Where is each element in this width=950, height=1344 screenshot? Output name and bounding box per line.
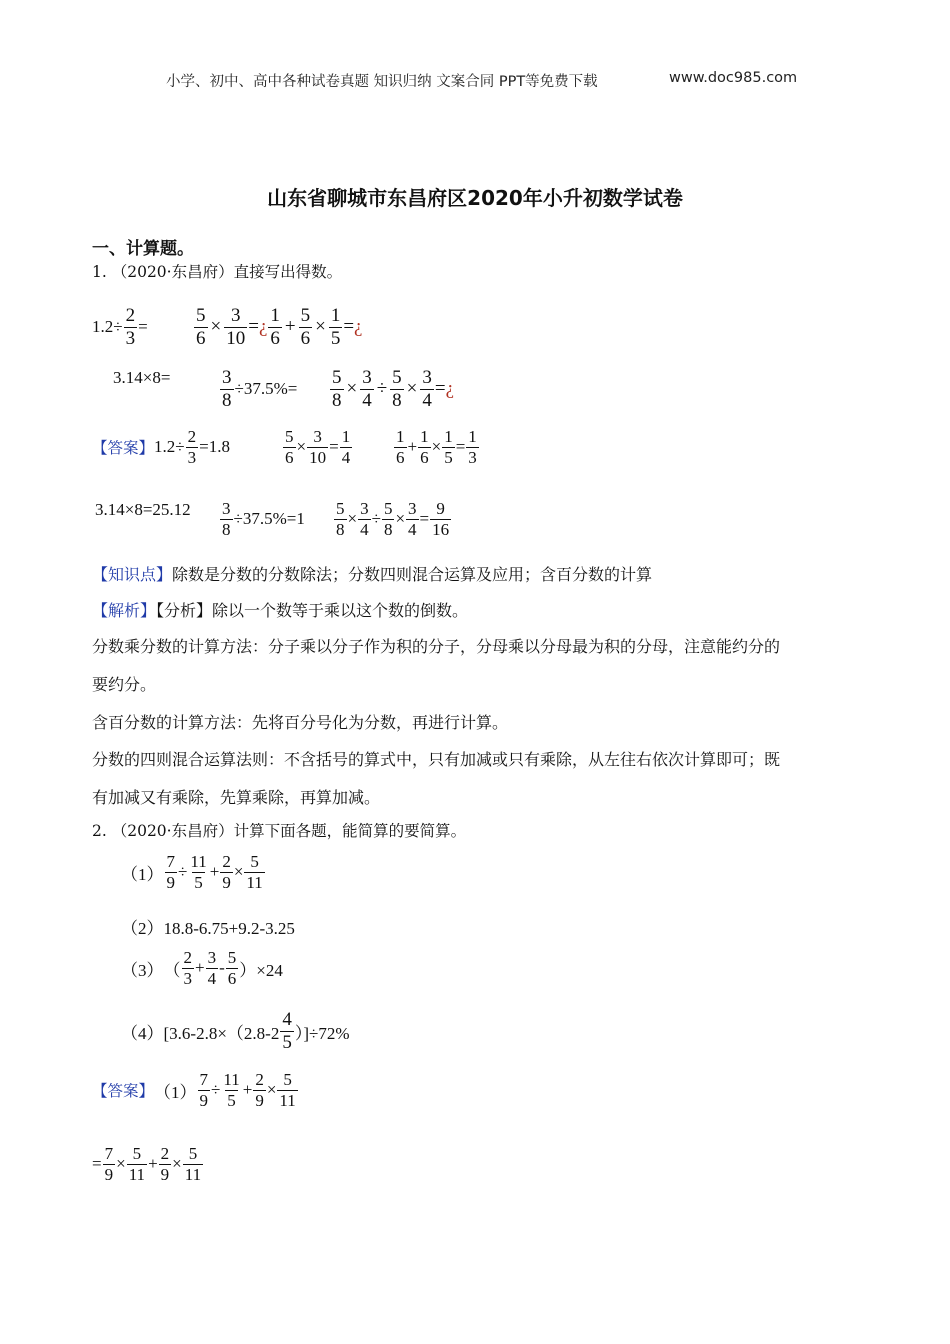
numerator: 1 xyxy=(444,427,453,446)
numerator: 2 xyxy=(125,305,136,326)
math-token: 1.2÷ xyxy=(92,317,123,337)
denominator: 6 xyxy=(420,447,429,467)
numerator: 5 xyxy=(196,305,206,326)
math-token: + xyxy=(195,958,205,978)
q1-answer-a xyxy=(92,428,230,467)
denominator: 9 xyxy=(199,1090,209,1110)
header-right-url[interactable]: www.doc985.com xyxy=(669,70,798,86)
denominator: 8 xyxy=(222,389,232,411)
fraction xyxy=(299,306,313,349)
fraction xyxy=(124,306,138,349)
math-token: = xyxy=(92,1154,102,1174)
denominator: 9 xyxy=(166,872,175,892)
math-token: × xyxy=(233,862,244,882)
q1-answer-c xyxy=(393,428,480,467)
numerator: 1 xyxy=(330,305,341,326)
denominator: 3 xyxy=(125,327,136,349)
fraction xyxy=(206,949,219,988)
numerator: 2 xyxy=(187,427,197,446)
numerator: 5 xyxy=(300,305,311,326)
fraction xyxy=(165,853,178,892)
denominator: 4 xyxy=(360,519,369,539)
document-title: 山东省聊城市东昌府区2020年小升初数学试卷 xyxy=(267,186,683,210)
math-token: = xyxy=(434,378,446,400)
math-token: （1） xyxy=(154,1082,197,1102)
paragraph-text: 除数是分数的分数除法；分数四则混合运算及应用；含百分数的计算 xyxy=(172,565,653,584)
math-token: + xyxy=(209,862,220,882)
q1-expr-f xyxy=(329,368,454,411)
math-token: + xyxy=(148,1154,158,1174)
denominator: 6 xyxy=(396,447,405,467)
math-token: 1.2÷ xyxy=(154,437,185,457)
denominator: 10 xyxy=(226,327,246,349)
fraction xyxy=(268,306,282,349)
denominator: 6 xyxy=(270,327,280,349)
glyph-mark: ¿ xyxy=(354,316,363,338)
math-token: （ xyxy=(163,960,181,980)
math-token: （2）18.8-6.75+9.2-3.25 xyxy=(121,919,295,938)
math-token: = xyxy=(455,437,466,457)
math-token: × xyxy=(431,437,442,457)
fraction xyxy=(103,1145,116,1184)
q1-expr-e xyxy=(219,368,297,411)
numerator: 7 xyxy=(104,1144,114,1163)
section-tag: 【解析】 xyxy=(92,601,157,620)
denominator: 5 xyxy=(330,327,341,349)
denominator: 3 xyxy=(468,447,477,467)
analysis-paragraph: 分数的四则混合运算法则：不含括号的算式中，只有加减或只有乘除，从左往右依次计算即可；既 xyxy=(92,750,781,769)
math-token: + xyxy=(407,437,418,457)
denominator: 4 xyxy=(408,519,417,539)
fraction xyxy=(430,500,451,539)
q2-item-3 xyxy=(121,949,283,988)
math-token: + xyxy=(284,316,296,338)
math-token: × xyxy=(346,378,358,400)
numerator: 3 xyxy=(422,367,432,388)
numerator: 3 xyxy=(230,305,241,326)
denominator: 11 xyxy=(128,1164,146,1184)
fraction xyxy=(220,853,233,892)
question-2-stem: 2. （2020·东昌府）计算下面各题，能简算的要简算。 xyxy=(92,822,467,840)
fraction xyxy=(280,1010,294,1053)
section-tag: 【知识点】 xyxy=(92,565,173,584)
fraction xyxy=(186,428,199,467)
fraction xyxy=(358,500,371,539)
q2-item-1 xyxy=(121,853,266,892)
fraction xyxy=(244,853,264,892)
fraction xyxy=(182,949,195,988)
analysis-paragraph: 分数乘分数的计算方法：分子乘以分子作为积的分子，分母乘以分母最为积的分母，注意能约分的 xyxy=(92,637,781,656)
fraction xyxy=(340,428,353,467)
q2-answer-1 xyxy=(92,1071,299,1110)
numerator: 5 xyxy=(227,948,237,967)
math-token: ÷ xyxy=(376,378,388,400)
denominator: 6 xyxy=(227,968,237,988)
math-token: ）×24 xyxy=(239,960,283,980)
math-token: = xyxy=(419,509,430,529)
numerator: 5 xyxy=(392,367,402,388)
numerator: 5 xyxy=(332,367,342,388)
math-token: ÷ xyxy=(178,862,188,882)
numerator: 7 xyxy=(199,1070,209,1089)
numerator: 3 xyxy=(360,499,369,518)
math-token: × xyxy=(395,509,406,529)
section-heading: 一、计算题。 xyxy=(92,239,194,259)
denominator: 6 xyxy=(196,327,206,349)
paragraph-text: 除以一个数等于乘以这个数的倒数。 xyxy=(212,601,469,620)
math-token: × xyxy=(296,437,307,457)
denominator: 9 xyxy=(222,872,231,892)
numerator: 5 xyxy=(132,1144,142,1163)
math-token: ）]÷72% xyxy=(294,1023,350,1043)
fraction xyxy=(420,368,434,411)
fraction xyxy=(307,428,328,467)
numerator: 1 xyxy=(420,427,429,446)
fraction xyxy=(221,1071,241,1110)
denominator: 5 xyxy=(444,447,453,467)
denominator: 9 xyxy=(255,1090,264,1110)
fraction xyxy=(330,368,344,411)
analysis-paragraph: 有加减又有乘除，先算乘除，再算加减。 xyxy=(92,788,381,807)
numerator: 3 xyxy=(313,427,322,446)
fraction xyxy=(360,368,374,411)
numerator: 4 xyxy=(282,1009,292,1030)
math-token: ÷37.5%=1 xyxy=(233,509,305,529)
fraction xyxy=(159,1145,172,1184)
q1-expr-a xyxy=(92,306,148,349)
numerator: 5 xyxy=(283,1070,292,1089)
math-token: × xyxy=(116,1154,126,1174)
paragraph-text: 【分析】 xyxy=(156,601,213,620)
numerator: 11 xyxy=(190,852,207,871)
glyph-mark: ¿ xyxy=(258,316,268,338)
fraction xyxy=(329,306,343,349)
question-1-stem: 1. （2020·东昌府）直接写出得数。 xyxy=(92,263,343,281)
numerator: 3 xyxy=(222,499,231,518)
fraction xyxy=(334,500,347,539)
q1-expr-d xyxy=(113,368,170,388)
denominator: 4 xyxy=(207,968,217,988)
q1-answer-e xyxy=(219,500,305,539)
fraction xyxy=(466,428,479,467)
numerator: 3 xyxy=(408,499,417,518)
numerator: 3 xyxy=(362,367,372,388)
analysis-paragraph: 含百分数的计算方法：先将百分号化为分数，再进行计算。 xyxy=(92,713,509,732)
q1-expr-b xyxy=(193,306,362,349)
denominator: 3 xyxy=(187,447,197,467)
denominator: 10 xyxy=(309,447,327,467)
math-token: × xyxy=(347,509,358,529)
math-token: 3.14×8=25.12 xyxy=(95,500,191,519)
numerator: 1 xyxy=(341,427,351,446)
numerator: 7 xyxy=(166,852,175,871)
q2-answer-2 xyxy=(92,1145,204,1184)
math-token: （3） xyxy=(121,960,164,980)
denominator: 11 xyxy=(246,872,263,892)
math-token: × xyxy=(406,378,418,400)
denominator: 6 xyxy=(300,327,311,349)
numerator: 5 xyxy=(383,499,393,518)
q2-item-2 xyxy=(121,914,295,939)
math-token: × xyxy=(210,316,222,338)
q1-answer-d xyxy=(95,500,191,520)
denominator: 9 xyxy=(160,1164,170,1184)
math-token: =1.8 xyxy=(199,437,230,457)
fraction xyxy=(194,306,208,349)
numerator: 5 xyxy=(285,427,294,446)
math-token: 3.14×8= xyxy=(113,368,171,387)
fraction xyxy=(382,500,395,539)
numerator: 1 xyxy=(396,427,405,446)
denominator: 5 xyxy=(194,872,203,892)
denominator: 6 xyxy=(285,447,294,467)
fraction xyxy=(442,428,455,467)
fraction xyxy=(418,428,431,467)
numerator: 2 xyxy=(160,1144,170,1163)
numerator: 3 xyxy=(222,367,232,388)
math-token: = xyxy=(329,437,339,457)
denominator: 11 xyxy=(279,1090,296,1110)
fraction xyxy=(188,853,208,892)
math-token: （4）[3.6-2.8×（2.8-2 xyxy=(121,1023,280,1043)
analysis-paragraph: 要约分。 xyxy=(92,675,157,694)
q1-answer-f xyxy=(333,500,452,539)
numerator: 5 xyxy=(336,499,345,518)
math-token: × xyxy=(172,1154,182,1174)
glyph-mark: ¿ xyxy=(445,378,455,400)
denominator: 4 xyxy=(341,447,351,467)
denominator: 16 xyxy=(432,519,450,539)
fraction xyxy=(198,1071,211,1110)
math-token: ÷ xyxy=(371,509,381,529)
fraction xyxy=(390,368,404,411)
fraction xyxy=(283,428,296,467)
fraction xyxy=(253,1071,266,1110)
math-token: （1） xyxy=(121,864,164,884)
fraction xyxy=(394,428,407,467)
q2-item-4 xyxy=(121,1010,349,1053)
math-token: = xyxy=(138,317,148,337)
numerator: 11 xyxy=(223,1070,240,1089)
denominator: 4 xyxy=(362,389,372,411)
numerator: 2 xyxy=(255,1070,264,1089)
denominator: 8 xyxy=(336,519,345,539)
fraction xyxy=(226,949,239,988)
answer-tag: 【答案】 xyxy=(92,439,155,458)
denominator: 3 xyxy=(183,968,192,988)
q1-answer-b xyxy=(282,428,353,467)
math-token: = xyxy=(343,316,355,338)
numerator: 5 xyxy=(188,1144,198,1163)
math-token: × xyxy=(266,1080,277,1100)
denominator: 11 xyxy=(184,1164,202,1184)
analysis-line xyxy=(92,598,468,621)
math-token: ÷ xyxy=(211,1080,221,1100)
knowledge-point xyxy=(92,562,652,585)
denominator: 4 xyxy=(422,389,432,411)
fraction xyxy=(277,1071,297,1110)
math-token: + xyxy=(242,1080,253,1100)
numerator: 5 xyxy=(250,852,259,871)
fraction xyxy=(220,368,234,411)
math-token: × xyxy=(315,316,326,338)
numerator: 2 xyxy=(222,852,231,871)
denominator: 8 xyxy=(332,389,342,411)
numerator: 9 xyxy=(436,499,445,518)
denominator: 9 xyxy=(104,1164,114,1184)
numerator: 1 xyxy=(468,427,477,446)
fraction xyxy=(127,1145,147,1184)
numerator: 2 xyxy=(183,948,192,967)
math-token: = xyxy=(248,316,259,338)
denominator: 8 xyxy=(222,519,231,539)
fraction xyxy=(224,306,247,349)
answer-tag: 【答案】 xyxy=(92,1082,155,1101)
header-left: 小学、初中、高中各种试卷真题 知识归纳 文案合同 PPT等免费下载 xyxy=(166,74,598,90)
denominator: 5 xyxy=(282,1031,292,1053)
math-token: - xyxy=(219,958,225,978)
fraction xyxy=(406,500,419,539)
denominator: 8 xyxy=(383,519,393,539)
denominator: 5 xyxy=(227,1090,236,1110)
numerator: 3 xyxy=(207,948,217,967)
fraction xyxy=(183,1145,203,1184)
denominator: 8 xyxy=(392,389,402,411)
numerator: 1 xyxy=(270,305,280,326)
fraction xyxy=(220,500,233,539)
math-token: ÷37.5%= xyxy=(234,379,298,399)
